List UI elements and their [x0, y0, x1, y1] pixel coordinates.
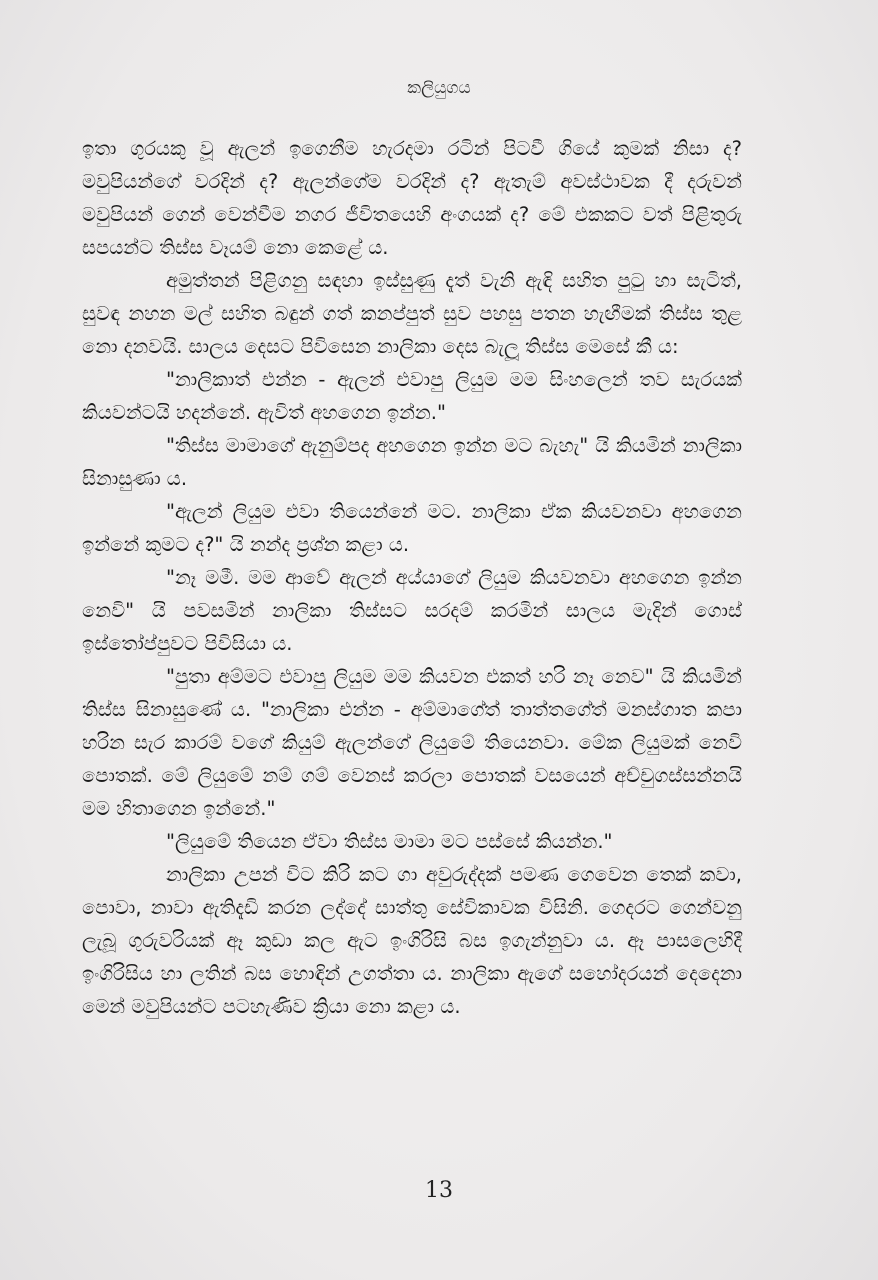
paragraph-9: නාලිකා උපන් විට කිරි කට ගා අවුරුද්දක් පමණ ගෙවෙන තෙක් කවා, පොවා, නාවා ඇතිදැඩි කරන ලද්දේ සාත්තු සේවිකාවක විසිනි. ගෙදරට ගෙන්වනු ලැබූ ගුරුවරියක් ඈ කුඩා කල ඇට ඉංගිරිසි බස ඉගැන්නුවා ය. ඈ පාසලෙහිදී ඉංගිරිසිය හා ලතින් බස හොඳින් උගත්තා ය. නාලිකා ඇගේ සහෝදරයන් දෙදෙනා මෙන් මවුපියන්ට පටහැණිව ක්‍රියා නො කළා ය. [82, 863, 742, 1018]
paragraph-7: "පුතා අම්මට එවාපු ලියුම මම කියවන එකත් හරි නෑ නෙව" යි කියමින් තිස්ස සිනාසුණේ ය. "නාලිකා එන්න - අම්මාගේත් තාත්තගේත් මනස්ගාත කපා හරින සැර කාරම් වගේ කියුම් ඇලන්ගේ ලියුමේ තියෙනවා. මේක ලියුමක් නෙවි පොතක්. මේ ලියුමේ නම් ගම් වෙනස් කරලා පොතක් වසයෙන් අච්චුගස්සන්නයි මම හිතාගෙන ඉන්නේ." [82, 665, 742, 820]
body-text [82, 132, 742, 1023]
paragraph-4: "තිස්ස මාමාගේ ඇනුම්පද අහගෙන ඉන්න මට බැහැ" යි කියමින් නාලිකා සිනාසුණා ය. [82, 434, 742, 490]
paragraph-6: "නෑ මමී. මම ආවේ ඇලන් අය්යාගේ ලියුම කියවනවා අහගෙන ඉන්න නෙවි" යි පවසමින් නාලිකා තිස්සට සරදම් කරමින් සාලය මැදින් ගොස් ඉස්තෝප්පුවට පිවිසියා ය. [82, 566, 742, 655]
running-head: කලියුගය [407, 78, 471, 98]
paragraph-5: "ඇලන් ලියුම එවා තියෙන්නේ මට. නාලිකා ඒක කියවනවා අහගෙන ඉන්නේ කුමට ද?" යි නන්ද ප්‍රශ්න කළා ය. [82, 500, 742, 556]
paragraph-1: ඉතා ගුරයකු වූ ඇලන් ඉගෙනීම හැරදමා රටින් පිටවී ගියේ කුමක් නිසා ද? මවුපියන්ගේ වරදින් ද? ඇලන්ගේම වරදින් ද? ඇතැම් අවස්ථාවක දී දරුවන් මවුපියන් ගෙන් වෙන්වීම නගර ජීවිතයෙහි අංගයක් ද? මේ එකකට වත් පිළිතුරු සපයන්ට තිස්ස වෑයම් නො කෙළේ ය. [82, 137, 742, 259]
paragraph-8: "ලියුමේ තියෙන ඒවා තිස්ස මාමා මට පස්සේ කියන්න." [166, 830, 613, 853]
paragraph-2: අමුත්තන් පිළිගනු සඳහා ඉස්සුණු දැත් වැනි ඇඳි සහිත පුටු හා සැටිත්, සුවඳ නහන මල් සහිත බඳුන් ගත් කනප්පුත් සුව පහසු පතන හැඟීමක් තිස්ස තුළ නො දනවයි. සාලය දෙසට පිවිසෙන නාලිකා දෙස බැලූ තිස්ස මෙසේ කී ය: [82, 269, 742, 358]
page-number: 13 [425, 1178, 453, 1203]
paragraph-3: "නාලිකාත් එන්න - ඇලන් එවාපු ලියුම මම සිංහලෙන් තව සැරයක් කියවන්ටයි හදන්නේ. ඇවිත් අහගෙන ඉන්න." [82, 368, 742, 424]
